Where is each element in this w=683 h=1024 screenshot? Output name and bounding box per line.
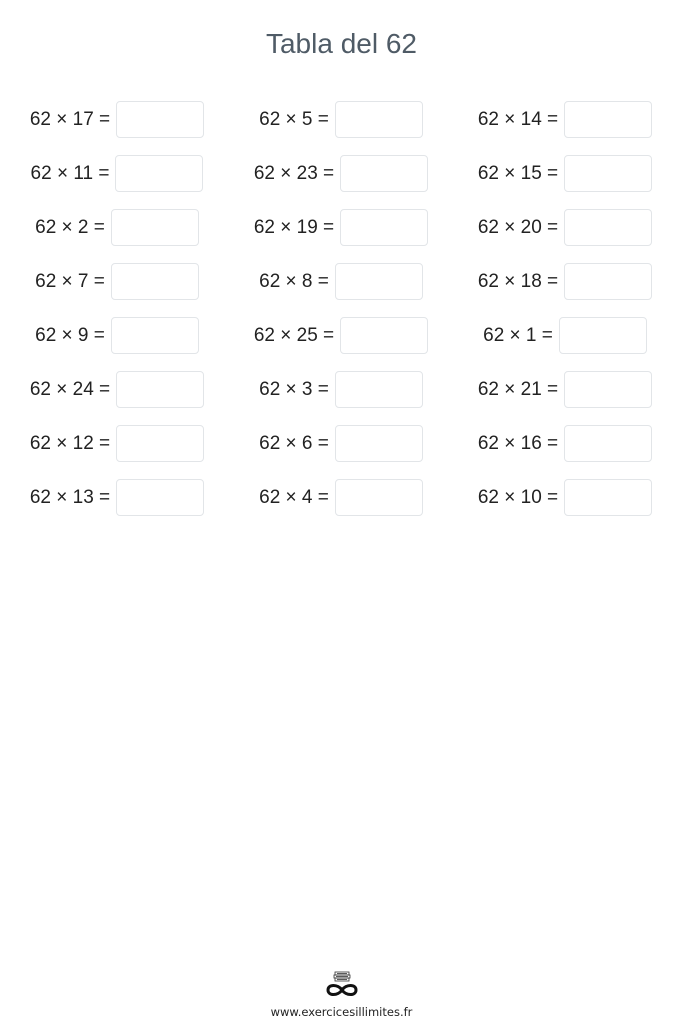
problem-label: 62 × 3 = (259, 379, 329, 400)
problem-label: 62 × 14 = (477, 109, 559, 130)
answer-input[interactable] (340, 209, 428, 246)
answer-input[interactable] (564, 371, 652, 408)
problem-item (453, 208, 677, 262)
problem-item (229, 154, 453, 208)
answer-input[interactable] (111, 317, 199, 354)
answer-input[interactable] (340, 155, 428, 192)
problem-item (229, 424, 453, 478)
answer-input[interactable] (111, 209, 199, 246)
problems-grid (5, 100, 677, 532)
problem-item (229, 100, 453, 154)
problem-item (5, 370, 229, 424)
problem-label: 62 × 23 = (253, 163, 335, 184)
problem-item (5, 316, 229, 370)
problem-label: 62 × 24 = (29, 379, 111, 400)
answer-input[interactable] (111, 263, 199, 300)
problem-label: 62 × 18 = (477, 271, 559, 292)
problem-item (5, 478, 229, 532)
page-title: Tabla del 62 (265, 28, 417, 59)
answer-input[interactable] (116, 425, 204, 462)
problem-label: 62 × 21 = (477, 379, 559, 400)
answer-input[interactable] (335, 479, 423, 516)
problem-label: 62 × 2 = (35, 217, 105, 238)
problem-label: 62 × 25 = (253, 325, 335, 346)
answer-input[interactable] (564, 209, 652, 246)
problem-label: 62 × 6 = (259, 433, 329, 454)
answer-input[interactable] (564, 155, 652, 192)
problem-label: 62 × 8 = (259, 271, 329, 292)
answer-input[interactable] (116, 371, 204, 408)
problem-label: 62 × 16 = (477, 433, 559, 454)
problem-item (229, 316, 453, 370)
answer-input[interactable] (335, 101, 423, 138)
answer-input[interactable] (335, 425, 423, 462)
answer-input[interactable] (340, 317, 428, 354)
answer-input[interactable] (335, 371, 423, 408)
problem-label: 62 × 4 = (259, 487, 329, 508)
answer-input[interactable] (564, 479, 652, 516)
answer-input[interactable] (559, 317, 647, 354)
problem-label: 62 × 20 = (477, 217, 559, 238)
problem-item (229, 208, 453, 262)
problem-label: 62 × 17 = (29, 109, 111, 130)
problem-item (229, 370, 453, 424)
problem-label: 62 × 9 = (35, 325, 105, 346)
problem-item (5, 424, 229, 478)
problem-label: 62 × 5 = (259, 109, 329, 130)
problem-item (229, 478, 453, 532)
problem-item (453, 316, 677, 370)
problem-item (5, 100, 229, 154)
problem-item (5, 262, 229, 316)
infinity-books-icon (324, 970, 360, 1000)
problem-label: 62 × 12 = (29, 433, 111, 454)
problem-item (453, 262, 677, 316)
problem-item (229, 262, 453, 316)
problem-item (5, 208, 229, 262)
problem-label: 62 × 15 = (477, 163, 559, 184)
problem-label: 62 × 11 = (30, 163, 110, 184)
problem-item (453, 100, 677, 154)
answer-input[interactable] (564, 263, 652, 300)
footer (0, 970, 683, 1019)
problem-item (453, 154, 677, 208)
problem-item (5, 154, 229, 208)
problem-label: 62 × 13 = (29, 487, 111, 508)
problem-item (453, 424, 677, 478)
answer-input[interactable] (335, 263, 423, 300)
answer-input[interactable] (115, 155, 203, 192)
problem-item (453, 478, 677, 532)
problem-label: 62 × 1 = (483, 325, 553, 346)
problem-label: 62 × 19 = (253, 217, 335, 238)
problem-label: 62 × 10 = (477, 487, 559, 508)
answer-input[interactable] (116, 101, 204, 138)
answer-input[interactable] (564, 425, 652, 462)
problem-item (453, 370, 677, 424)
problem-label: 62 × 7 = (35, 271, 105, 292)
answer-input[interactable] (564, 101, 652, 138)
website-link[interactable]: www.exercicesillimites.fr (270, 1005, 413, 1019)
answer-input[interactable] (116, 479, 204, 516)
